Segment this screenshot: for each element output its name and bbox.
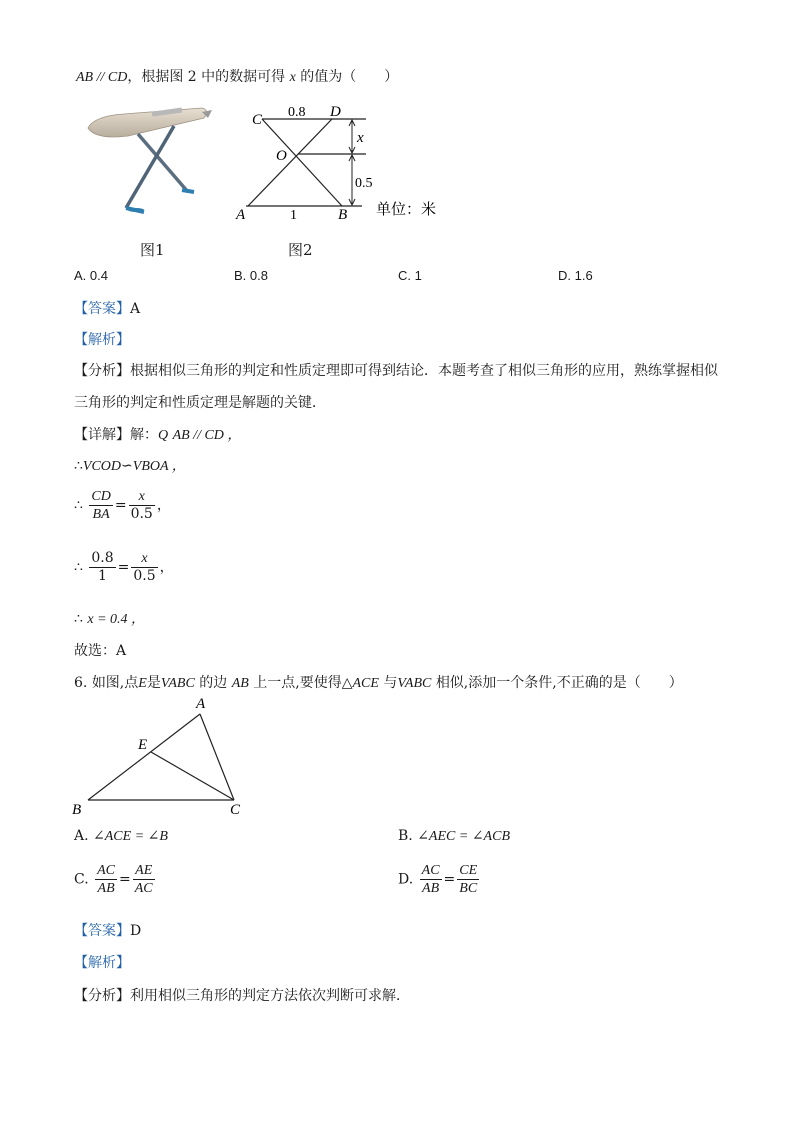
fraction-08-1: $\frac{0.8}{1}$ [91, 550, 114, 584]
q6-analysis-tag: 【解析】 [74, 955, 130, 971]
point-A: A [236, 207, 246, 223]
side-AC [200, 714, 234, 800]
q5-step3: ∴ $\frac{CD}{BA}$ = $\frac{x}{0.5}$ ， [74, 489, 171, 522]
q6-stem: 6. 如图,点E是VABC 的边 AB 上一点,要使得△ACE 与VABC 相似,添加一个条件,不正确的是（ ） [74, 675, 683, 691]
fraction-cd-ba: $\frac{CD}{BA}$ [91, 489, 111, 522]
q5-answer: 【答案】A [74, 301, 141, 317]
q5-option-b: B. 0.8 [234, 268, 268, 283]
point-C: C [230, 802, 241, 818]
answer-tag: 【答案】 [74, 301, 130, 317]
point-E: E [138, 737, 148, 753]
q6-option-a: A. ∠ACE = ∠B [74, 828, 168, 844]
q5-figure2 [232, 100, 452, 226]
q5-step2: ∴VCOD∽VBOA ， [74, 458, 186, 474]
q5-analysis-tag: 【解析】 [74, 332, 130, 348]
line-CB [262, 119, 342, 206]
q5-option-c: C. 1 [398, 268, 422, 283]
figure2-caption: 图2 [288, 241, 313, 259]
point-O: O [276, 148, 287, 164]
point-C: C [252, 112, 263, 128]
line-DA [248, 119, 332, 206]
unit-label: 单位：米 [376, 202, 437, 218]
label-top-length: 0.8 [288, 105, 306, 120]
point-A: A [196, 696, 206, 712]
q6-fenxi: 【分析】利用相似三角形的判定方法依次判断可求解． [74, 988, 410, 1004]
side-BA [88, 714, 200, 800]
q6-option-c: C. $\frac{AC}{AB}$ = $\frac{AE}{AC}$ [74, 863, 153, 896]
q5-stem: AB // CD，根据图 2 中的数据可得 x 的值为（ ） [76, 69, 399, 85]
fraction-x-half-2: $\frac{x}{0.5}$ [133, 551, 156, 584]
q6-triangle-figure [64, 694, 254, 820]
segment-EC [151, 752, 234, 800]
q5-option-d: D. 1.6 [558, 268, 593, 283]
point-B: B [72, 802, 82, 818]
answer-tag: 【答案】 [74, 923, 130, 939]
q5-fenxi-line1: 【分析】根据相似三角形的判定和性质定理即可得到结论．本题考查了相似三角形的应用，熟练掌握相似 [74, 363, 718, 379]
point-D: D [330, 104, 341, 120]
q5-fenxi-line2: 三角形的判定和性质定理是解题的关键． [74, 395, 326, 411]
q5-xiangjie: 【详解】解：Q AB // CD ， [74, 427, 242, 443]
q6-answer: 【答案】D [74, 923, 142, 939]
ironing-board-figure [84, 100, 214, 220]
label-x: x [357, 130, 364, 146]
q6-option-b: B. ∠AEC = ∠ACB [398, 828, 510, 844]
figure1-caption: 图1 [140, 241, 165, 259]
point-B: B [338, 207, 348, 223]
fraction-x-half: $\frac{x}{0.5}$ [130, 489, 153, 522]
q5-step5: ∴ x = 0.4 ， [74, 611, 146, 627]
q5-choose: 故选：A [74, 643, 127, 659]
label-half: 0.5 [355, 176, 373, 191]
label-bottom-length: 1 [290, 208, 297, 223]
q5-option-a: A. 0.4 [74, 268, 108, 283]
q6-option-d: D. $\frac{AC}{AB}$ = $\frac{CE}{BC}$ [398, 863, 478, 896]
q5-step4: ∴ $\frac{0.8}{1}$ = $\frac{x}{0.5}$ ， [74, 550, 174, 584]
